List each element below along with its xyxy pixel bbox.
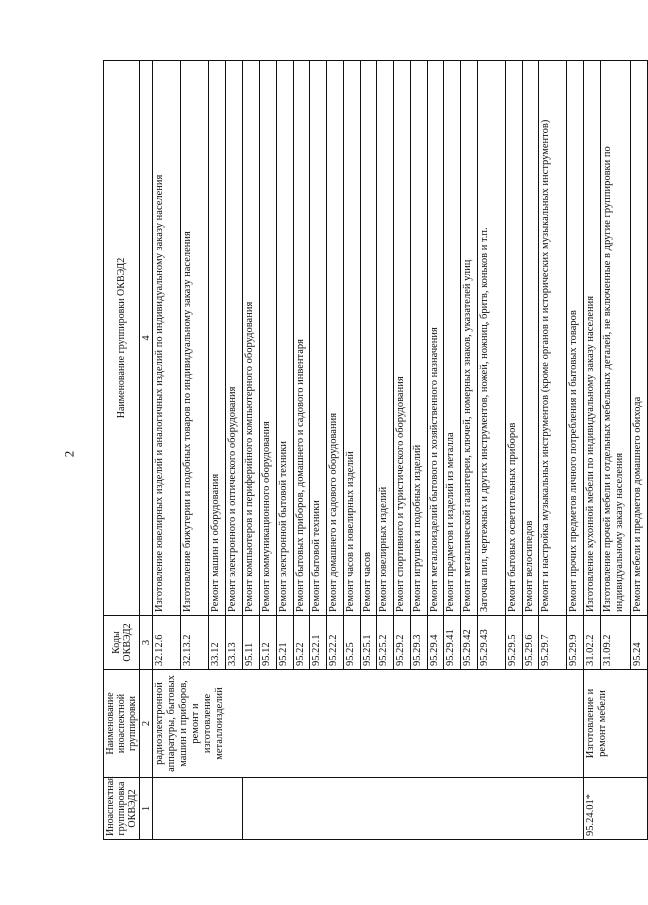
okved-name: Ремонт ювелирных изделий <box>377 61 394 616</box>
okved-code: 95.11 <box>243 616 260 670</box>
okved-code: 95.22.1 <box>310 616 327 670</box>
okved-name: Ремонт и настройка музыкальных инструментов (кроме органов и исторических музыкальных инструментов) <box>539 61 567 616</box>
okved-name: Ремонт металлической галантереи, ключей, номерных знаков, указателей улиц <box>461 61 478 616</box>
group-code: 95.24.01* <box>584 778 648 840</box>
header-okved-name: Наименование группировки ОКВЭД2 <box>104 61 140 616</box>
group-code <box>153 778 243 840</box>
column-number-row <box>140 61 153 840</box>
okved-name: Ремонт электронной бытовой техники <box>276 61 293 616</box>
okved-name: Ремонт электронного и оптического оборудования <box>225 61 243 616</box>
okved-name: Ремонт коммуникационного оборудования <box>260 61 277 616</box>
group-name: Изготовление и ремонт мебели <box>584 670 648 778</box>
okved-code: 95.24 <box>630 616 647 670</box>
okved-code: 95.22 <box>293 616 310 670</box>
table-header-row <box>104 61 140 840</box>
okved-code: 95.22.2 <box>327 616 344 670</box>
table-row <box>153 61 181 840</box>
okved-code: 95.29.2 <box>394 616 411 670</box>
column-number: 1 <box>140 778 153 840</box>
okved-table <box>103 60 648 840</box>
okved-name: Ремонт компьютеров и периферийного компьютерного оборудования <box>243 61 260 616</box>
okved-code: 95.29.7 <box>539 616 567 670</box>
header-group-name: Наименование иноаспектной группировки <box>104 670 140 778</box>
okved-code: 32.12.6 <box>153 616 181 670</box>
okved-code: 31.09.2 <box>600 616 630 670</box>
okved-name: Ремонт машин и оборудования <box>208 61 225 616</box>
table-row <box>584 61 601 840</box>
okved-code: 33.13 <box>225 616 243 670</box>
okved-name: Изготовление бижутерии и подобных товаров по индивидуальному заказу населения <box>180 61 208 616</box>
okved-code: 95.29.3 <box>410 616 427 670</box>
okved-name: Ремонт часов <box>360 61 377 616</box>
okved-name: Изготовление ювелирных изделий и аналогичных изделий по индивидуальному заказу населения <box>153 61 181 616</box>
okved-name: Ремонт прочих предметов личного потребления и бытовых товаров <box>567 61 584 616</box>
okved-name: Ремонт бытовой техники <box>310 61 327 616</box>
okved-name: Ремонт предметов и изделий из металла <box>444 61 461 616</box>
okved-name: Ремонт бытовых осветительных приборов <box>505 61 522 616</box>
column-number: 2 <box>140 670 153 778</box>
okved-code: 95.25.2 <box>377 616 394 670</box>
okved-code: 31.02.2 <box>584 616 601 670</box>
okved-code: 33.12 <box>208 616 225 670</box>
header-okved-codes: Коды ОКВЭД2 <box>104 616 140 670</box>
okved-code: 95.29.41 <box>444 616 461 670</box>
okved-code: 95.29.43 <box>477 616 505 670</box>
okved-code: 95.29.4 <box>427 616 444 670</box>
okved-code: 95.29.5 <box>505 616 522 670</box>
okved-name: Изготовление кухонной мебели по индивидуальному заказу населения <box>584 61 601 616</box>
okved-name: Ремонт велосипедов <box>522 61 539 616</box>
group-code-empty <box>243 778 584 840</box>
okved-name: Ремонт спортивного и туристического оборудования <box>394 61 411 616</box>
okved-name: Ремонт металлоизделий бытового и хозяйственного назначения <box>427 61 444 616</box>
okved-name: Ремонт домашнего и садового оборудования <box>327 61 344 616</box>
okved-code: 95.25 <box>343 616 360 670</box>
okved-code: 95.12 <box>260 616 277 670</box>
column-number: 3 <box>140 616 153 670</box>
okved-name: Ремонт бытовых приборов, домашнего и садового инвентаря <box>293 61 310 616</box>
page-number: 2 <box>61 450 77 458</box>
header-group-code: Иноаспектная группировка ОКВЭД2 <box>104 778 140 840</box>
group-name: радиоэлектронной аппаратуры, бытовых машин и приборов, ремонт и изготовление металлоизделий <box>153 670 584 778</box>
okved-name: Изготовление прочей мебели и отдельных мебельных деталей, не включенные в другие группировки по индивидуальному заказу населения <box>600 61 630 616</box>
okved-name: Ремонт часов и ювелирных изделий <box>343 61 360 616</box>
okved-code: 95.21 <box>276 616 293 670</box>
okved-code: 95.29.42 <box>461 616 478 670</box>
okved-code: 95.29.6 <box>522 616 539 670</box>
column-number: 4 <box>140 61 153 616</box>
okved-name: Ремонт мебели и предметов домашнего обихода <box>630 61 647 616</box>
okved-code: 32.13.2 <box>180 616 208 670</box>
okved-name: Заточка пил, чертежных и других инструментов, ножей, ножниц, бритв, коньков и т.п. <box>477 61 505 616</box>
okved-code: 95.29.9 <box>567 616 584 670</box>
okved-name: Ремонт игрушек и подобных изделий <box>410 61 427 616</box>
okved-code: 95.25.1 <box>360 616 377 670</box>
